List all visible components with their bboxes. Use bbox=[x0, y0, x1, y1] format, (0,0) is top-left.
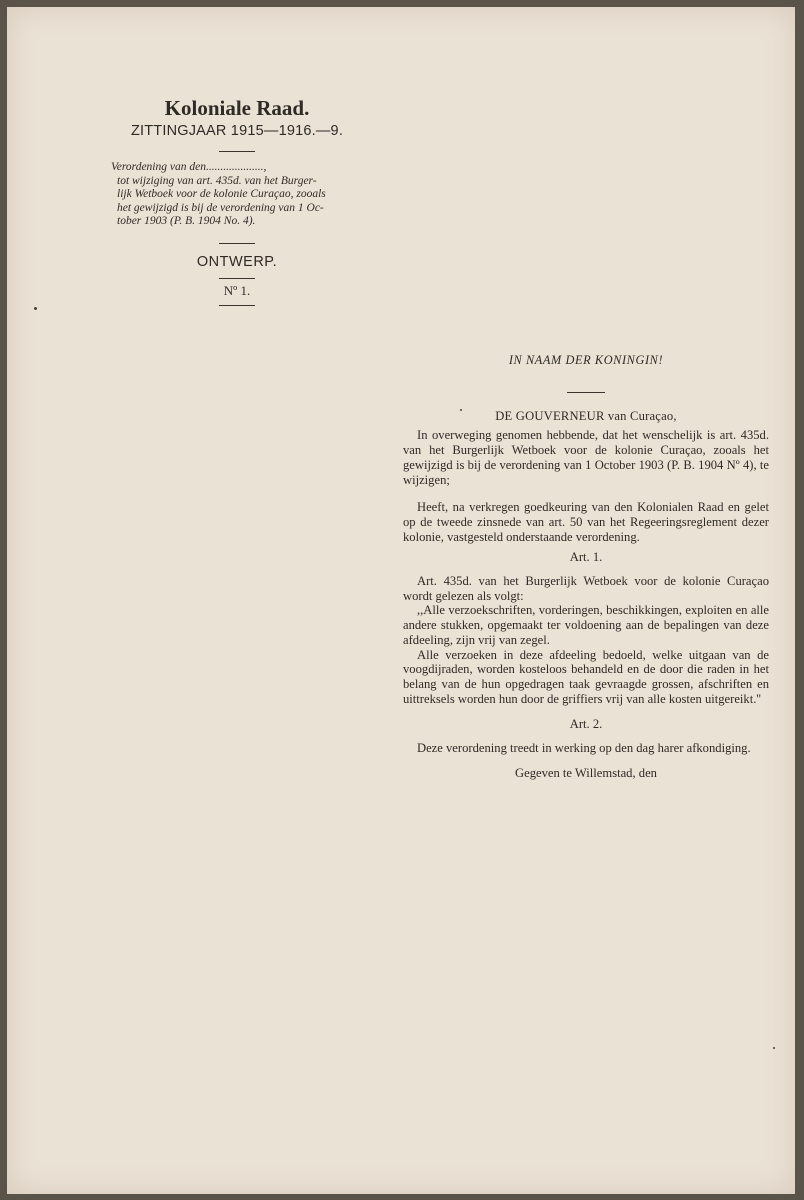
description-line: tot wijziging van art. 435d. van het Burger- bbox=[117, 174, 317, 187]
closing-line: Gegeven te Willemstad, den bbox=[515, 765, 657, 780]
document-page bbox=[7, 7, 795, 1194]
article-1-quote-1: ,,Alle verzoekschriften, vorderingen, beschikkingen, exploiten en alle andere stukken, opgemaakt ter voldoening aan de bepalingen van deze afdeeling, zijn vrij van zegel. bbox=[403, 603, 769, 647]
council-title: Koloniale Raad. bbox=[164, 96, 310, 120]
article-2-heading: Art. 2. bbox=[569, 717, 603, 732]
draft-label: ONTWERP. bbox=[196, 253, 278, 270]
article-1-intro: Art. 435d. van het Burgerlijk Wetboek voor de kolonie Curaçao wordt gelezen als volgt: bbox=[403, 574, 769, 603]
description-line: Verordening van den...................., bbox=[111, 161, 267, 173]
article-1-quote-2: Alle verzoeken in deze afdeeling bedoeld, welke uitgaan van de voogdijraden, worden kosteloos behandeld en de door die raden in het belang van de hun opgedragen taak gevraagde grossen, afschriften en uittreksels worden hun door de griffiers vrij van alle kosten uitgereikt.'' bbox=[403, 647, 769, 706]
paper-speck bbox=[34, 307, 37, 310]
article-2-text: Deze verordening treedt in werking op den dag harer afkondiging. bbox=[417, 741, 751, 756]
divider bbox=[219, 278, 255, 279]
approval-paragraph: Heeft, na verkregen goedkeuring van den Kolonialen Raad en gelet op de tweede zinsnede van art. 50 van het Regeeringsreglement dezer kolonie, vastgesteld onderstaande verordening. bbox=[403, 500, 769, 544]
ordinance-description bbox=[111, 161, 363, 229]
divider bbox=[219, 151, 255, 152]
paper-speck bbox=[460, 409, 462, 411]
divider bbox=[219, 243, 255, 244]
session-year: ZITTINGJAAR 1915—1916.—9. bbox=[130, 123, 344, 139]
divider bbox=[567, 392, 605, 393]
description-line: tober 1903 (P. B. 1904 No. 4). bbox=[117, 215, 256, 227]
considering-paragraph: In overweging genomen hebbende, dat het wenschelijk is art. 435d. van het Burgerlijk Wetboek voor de kolonie Curaçao, zooals het gewijzigd is bij de verordening van 1 October 1903 (P. B. 1904 Nº 4), te wijzigen; bbox=[403, 428, 769, 487]
document-number: Nº 1. bbox=[223, 282, 251, 298]
description-line: lijk Wetboek voor de kolonie Curaçao, zooals bbox=[117, 188, 326, 200]
article-1-heading: Art. 1. bbox=[569, 550, 603, 565]
ordinance-body bbox=[403, 353, 769, 780]
invocation: IN NAAM DER KONINGIN! bbox=[508, 353, 664, 367]
divider bbox=[219, 305, 255, 306]
governor-line: DE GOUVERNEUR van Curaçao, bbox=[495, 408, 677, 423]
description-line: het gewijzigd is bij de verordening van 1 Oc- bbox=[117, 201, 324, 214]
header-block bbox=[107, 95, 367, 306]
paper-speck bbox=[773, 1047, 775, 1049]
